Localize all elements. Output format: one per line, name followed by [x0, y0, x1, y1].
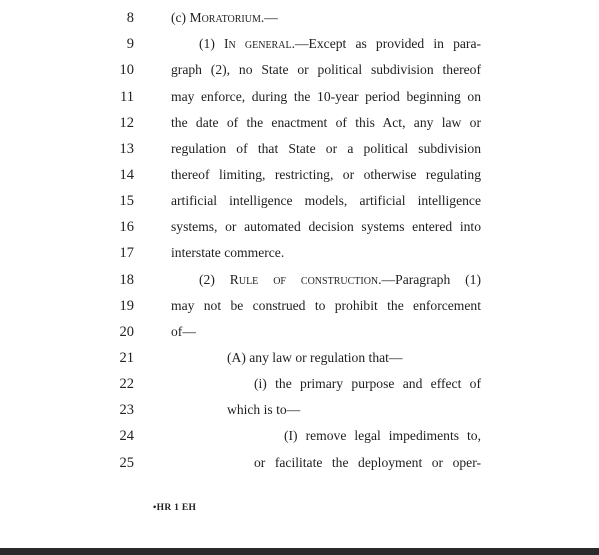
- bill-line: [0, 188, 599, 214]
- line-number: 9: [126, 36, 134, 52]
- line-number: 19: [119, 298, 134, 314]
- line-text: [171, 293, 481, 319]
- bill-line: [0, 110, 599, 136]
- text-run: the date of the enactment of this Act, any law or: [171, 115, 481, 130]
- text-run: interstate commerce.: [171, 245, 285, 260]
- line-text: [171, 5, 278, 31]
- bill-line: [0, 57, 599, 83]
- small-caps-heading: Rule of construction: [229, 272, 379, 287]
- line-number: 16: [119, 219, 134, 235]
- line-text: [171, 162, 481, 188]
- bill-line: [0, 397, 599, 423]
- bill-line: [0, 240, 599, 266]
- line-number: 11: [120, 89, 134, 105]
- bill-line: [0, 214, 599, 240]
- line-number: 10: [119, 62, 134, 78]
- bill-line: [0, 5, 599, 31]
- bill-footer-id: •HR 1 EH: [153, 503, 197, 513]
- line-text: [171, 240, 284, 266]
- line-number: 14: [119, 167, 134, 183]
- bill-line: [0, 319, 599, 345]
- line-text: [171, 319, 196, 345]
- line-text: [254, 371, 481, 397]
- line-text: [171, 136, 481, 162]
- line-number: 20: [119, 324, 134, 340]
- text-run: of—: [171, 324, 196, 339]
- bill-line: [0, 371, 599, 397]
- small-caps-heading: In general: [224, 36, 292, 51]
- text-run: may enforce, during the 10-year period beginning on: [171, 89, 481, 104]
- line-number: 22: [119, 376, 134, 392]
- bill-line: [0, 423, 599, 449]
- line-number: 15: [119, 193, 134, 209]
- line-text: [284, 423, 481, 449]
- bill-line: [0, 450, 599, 476]
- text-run: graph (2), no State or political subdivision thereof: [171, 62, 481, 77]
- line-text: [199, 31, 481, 57]
- line-text: [227, 397, 300, 423]
- bill-line: [0, 136, 599, 162]
- line-number: 13: [119, 141, 134, 157]
- bill-line: [0, 31, 599, 57]
- line-text: [171, 214, 481, 240]
- text-run: regulation of that State or a political subdivision: [171, 141, 481, 156]
- text-run: .—Except as provided in para-: [291, 36, 482, 51]
- line-text: [171, 84, 481, 110]
- small-caps-heading: Moratorium: [189, 10, 261, 25]
- text-run: systems, or automated decision systems entered into: [171, 219, 481, 234]
- text-run: which is to—: [227, 402, 301, 417]
- line-number: 24: [119, 428, 134, 444]
- text-run: (c): [171, 10, 190, 25]
- text-run: .—Paragraph (1): [378, 272, 482, 287]
- line-text: [171, 188, 481, 214]
- line-text: [199, 267, 481, 293]
- bill-line: [0, 84, 599, 110]
- line-number: 23: [119, 402, 134, 418]
- bill-line: [0, 162, 599, 188]
- text-run: .—: [260, 10, 278, 25]
- text-run: (A) any law or regulation that—: [227, 350, 403, 365]
- text-run: thereof limiting, restricting, or otherwise regulating: [171, 167, 481, 182]
- text-run: may not be construed to prohibit the enforcement: [171, 298, 481, 313]
- line-number: 18: [119, 272, 134, 288]
- text-run: (i) the primary purpose and effect of: [254, 376, 481, 391]
- line-text: [171, 110, 481, 136]
- text-run: (1): [199, 36, 224, 51]
- line-number: 8: [126, 10, 134, 26]
- line-text: [171, 57, 481, 83]
- line-number: 12: [119, 115, 134, 131]
- text-run: (I) remove legal impediments to,: [284, 428, 481, 443]
- bill-line: [0, 345, 599, 371]
- line-number: 21: [119, 350, 134, 366]
- line-number: 17: [119, 245, 134, 261]
- line-text: [227, 345, 403, 371]
- bill-line: [0, 267, 599, 293]
- line-number: 25: [119, 455, 134, 471]
- page-bottom-border: [0, 548, 599, 555]
- text-run: (2): [199, 272, 230, 287]
- bill-line: [0, 293, 599, 319]
- text-run: artificial intelligence models, artificial intelligence: [171, 193, 481, 208]
- line-text: [254, 450, 481, 476]
- text-run: or facilitate the deployment or oper-: [254, 455, 481, 470]
